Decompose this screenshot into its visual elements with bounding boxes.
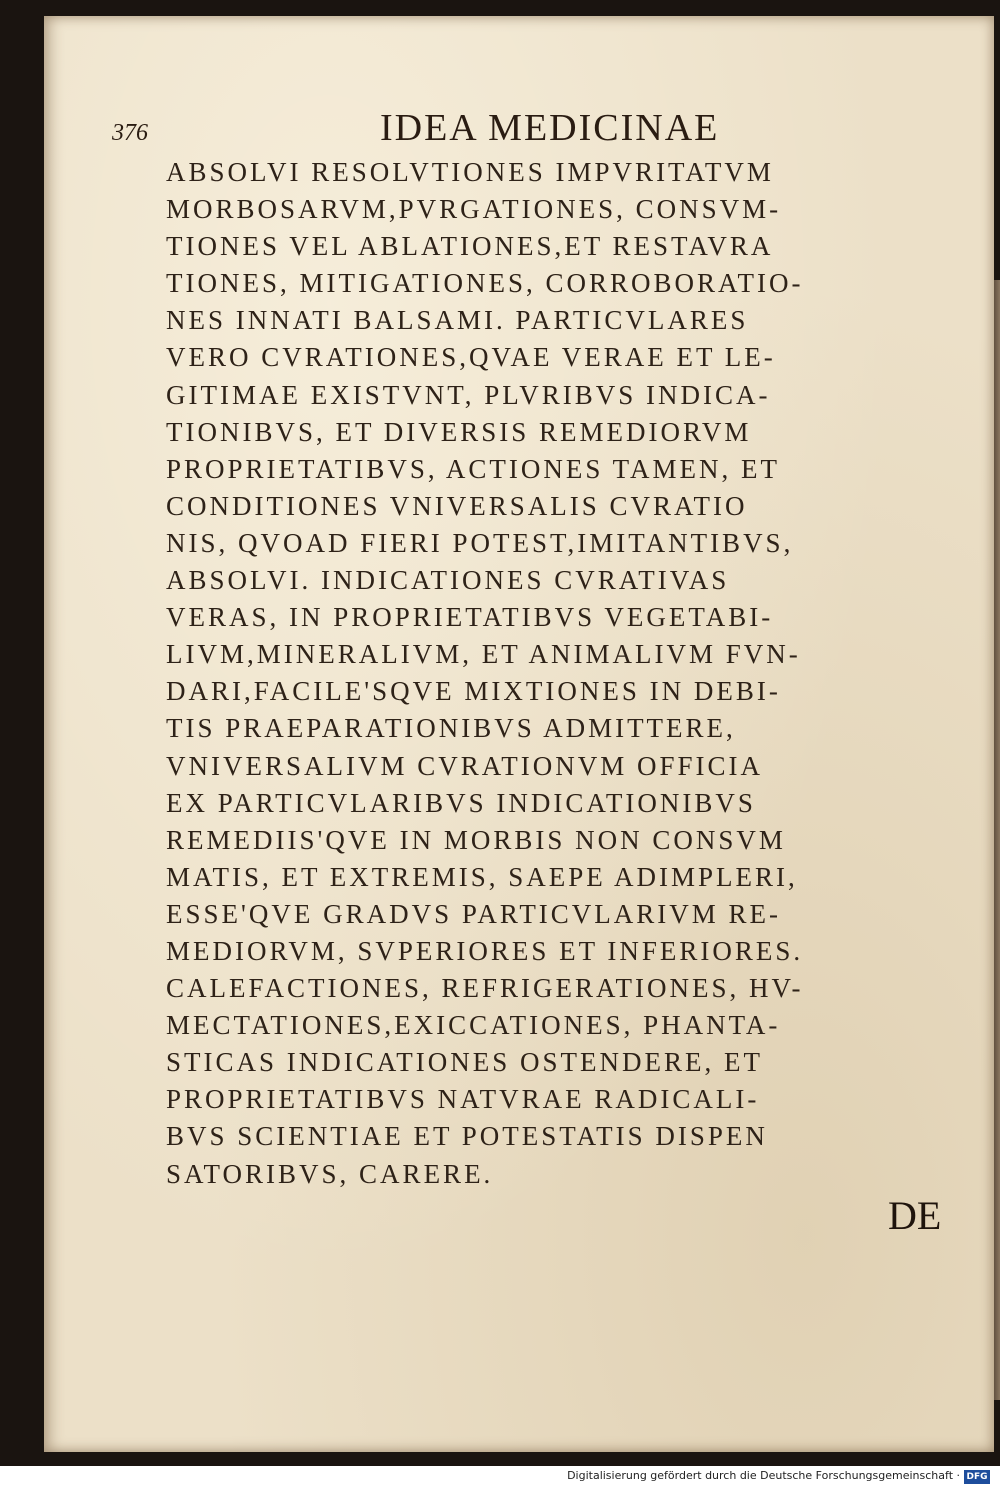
text-line: REMEDIIS'QVE IN MORBIS NON CONSVM	[166, 824, 786, 855]
text-line: SATORIBVS, CARERE.	[166, 1158, 494, 1189]
text-line: EX PARTICVLARIBVS INDICATIONIBVS	[166, 787, 756, 818]
text-line: STICAS INDICATIONES OSTENDERE, ET	[166, 1047, 763, 1078]
body-text	[166, 154, 946, 1193]
footer-bar	[0, 1466, 1000, 1490]
text-line: MATIS, ET EXTREMIS, SAEPE ADIMPLERI,	[166, 861, 798, 892]
text-line: PROPRIETATIBVS, ACTIONES TAMEN, ET	[166, 453, 780, 484]
text-line: NIS, QVOAD FIERI POTEST,IMITANTIBVS,	[166, 527, 794, 558]
text-line: MECTATIONES,EXICCATIONES, PHANTA-	[166, 1010, 781, 1041]
text-line: TIONES, MITIGATIONES, CORROBORATIO-	[166, 268, 804, 299]
catchword: DE	[888, 1193, 942, 1238]
page-number: 376	[112, 120, 148, 146]
text-line: VERAS, IN PROPRIETATIBVS VEGETABI-	[166, 602, 774, 633]
text-line: LIVM,MINERALIVM, ET ANIMALIVM FVN-	[166, 639, 801, 670]
text-line: TIONES VEL ABLATIONES,ET RESTAVRA	[166, 231, 774, 262]
text-line: NES INNATI BALSAMI. PARTICVLARES	[166, 305, 749, 336]
text-line: ABSOLVI RESOLVTIONES IMPVRITATVM	[166, 157, 774, 187]
text-line: MEDIORVM, SVPERIORES ET INFERIORES.	[166, 935, 804, 966]
text-line: VERO CVRATIONES,QVAE VERAE ET LE-	[166, 342, 776, 373]
text-line: GITIMAE EXISTVNT, PLVRIBVS INDICA-	[166, 379, 771, 410]
text-line: TIONIBVS, ET DIVERSIS REMEDIORVM	[166, 416, 752, 447]
text-line: MORBOSARVM,PVRGATIONES, CONSVM-	[166, 194, 782, 225]
text-line: CONDITIONES VNIVERSALIS CVRATIO	[166, 490, 748, 521]
running-head: IDEA MEDICINAE	[380, 107, 720, 149]
text-line: VNIVERSALIVM CVRATIONVM OFFICIA	[166, 750, 764, 781]
text-line: ESSE'QVE GRADVS PARTICVLARIVM RE-	[166, 898, 782, 929]
text-line: PROPRIETATIBVS NATVRAE RADICALI-	[166, 1084, 760, 1115]
text-line: TIS PRAEPARATIONIBVS ADMITTERE,	[166, 713, 736, 744]
dfg-logo: DFG	[964, 1470, 990, 1484]
text-line: DARI,FACILE'SQVE MIXTIONES IN DEBI-	[166, 676, 781, 707]
text-line: BVS SCIENTIAE ET POTESTATIS DISPEN	[166, 1121, 768, 1152]
funding-credit: Digitalisierung gefördert durch die Deutsche Forschungsgemeinschaft ·	[567, 1469, 960, 1482]
text-line: CALEFACTIONES, REFRIGERATIONES, HV-	[166, 973, 804, 1004]
text-line: ABSOLVI. INDICATIONES CVRATIVAS	[166, 565, 730, 596]
